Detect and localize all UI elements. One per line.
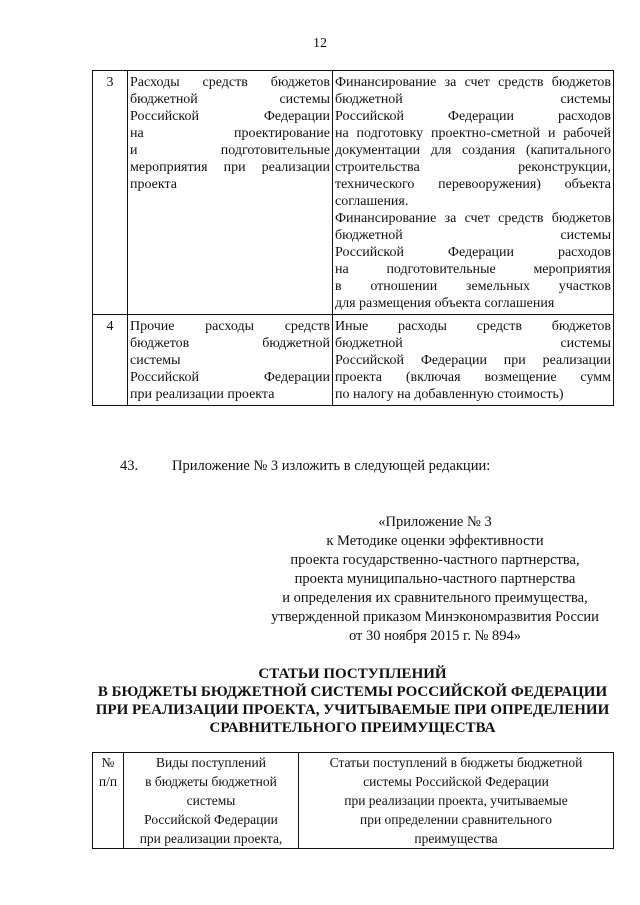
cell-line: №	[101, 755, 115, 770]
cell-line: при определении сравнительного	[359, 812, 553, 827]
expense-description-cell	[333, 71, 614, 315]
appendix-line: утвержденной приказом Минэкономразвития России	[271, 609, 599, 625]
paragraph-number: 43.	[120, 458, 139, 474]
table-row	[93, 71, 614, 315]
cell-line: системы	[186, 793, 236, 808]
heading-line: СРАВНИТЕЛЬНОГО ПРЕИМУЩЕСТВА	[209, 720, 496, 736]
cell-line: Иные расходы средств бюджетов	[335, 319, 611, 334]
cell-line: и подготовительные	[130, 143, 330, 158]
cell-line: при реализации проекта	[130, 387, 275, 402]
cell-line: преимущества	[414, 831, 498, 846]
header-revenue-items-cell	[299, 753, 614, 849]
cell-line: на подготовительные мероприятия	[335, 262, 611, 277]
cell-line: системы	[130, 353, 181, 368]
cell-line: бюджетной системы	[130, 92, 330, 107]
cell-line: при реализации проекта,	[139, 831, 283, 846]
appendix-line: от 30 ноября 2015 г. № 894»	[348, 628, 522, 644]
cell-line: Российской Федерации	[144, 812, 278, 827]
cell-line: Российской Федерации	[130, 370, 330, 385]
cell-line: документации для создания (капитального	[335, 143, 611, 158]
cell-line: Статьи поступлений в бюджеты бюджетной	[329, 755, 583, 770]
cell-line: проекта	[130, 177, 177, 192]
cell-line: для размещения объекта соглашения	[335, 296, 555, 311]
cell-line: бюджетной системы	[335, 336, 611, 351]
appendix-line: проекта муниципально-частного партнерства	[294, 571, 576, 587]
page-number: 12	[313, 36, 327, 51]
section-heading	[80, 665, 625, 737]
cell-line: Расходы средств бюджетов	[130, 75, 330, 90]
row-number: 3	[93, 71, 128, 315]
cell-line: на проектирование	[130, 126, 330, 141]
appendix-line: проекта государственно-частного партнерства,	[290, 552, 580, 568]
cell-line: Финансирование за счет средств бюджетов	[335, 75, 611, 90]
amendment-paragraph	[120, 458, 490, 475]
cell-line: в бюджеты бюджетной	[145, 774, 277, 789]
expense-type-cell	[128, 71, 333, 315]
cell-line: Российской Федерации	[130, 109, 330, 124]
cell-line: Российской Федерации расходов	[335, 245, 611, 260]
cell-line: п/п	[98, 774, 118, 789]
revenue-table	[92, 752, 614, 849]
header-number-cell	[93, 753, 124, 849]
paragraph-text: Приложение № 3 изложить в следующей редакции:	[172, 458, 491, 474]
expense-description-cell	[333, 315, 614, 406]
header-revenue-types-cell	[124, 753, 299, 849]
cell-line: Финансирование за счет средств бюджетов	[335, 211, 611, 226]
expenses-table	[92, 70, 614, 406]
row-number: 4	[93, 315, 128, 406]
heading-line: ПРИ РЕАЛИЗАЦИИ ПРОЕКТА, УЧИТЫВАЕМЫЕ ПРИ ОПРЕДЕЛЕНИИ	[95, 702, 610, 718]
cell-line: Российской Федерации при реализации	[335, 353, 611, 368]
cell-line: Прочие расходы средств	[130, 319, 330, 334]
table-header-row	[93, 753, 614, 849]
cell-line: технического перевооружения) объекта	[335, 177, 611, 192]
cell-line: в отношении земельных участков	[335, 279, 611, 294]
appendix-reference	[240, 513, 630, 646]
heading-line: В БЮДЖЕТЫ БЮДЖЕТНОЙ СИСТЕМЫ РОССИЙСКОЙ ФЕДЕРАЦИИ	[97, 684, 608, 700]
appendix-line: и определения их сравнительного преимущества,	[282, 590, 588, 606]
cell-line: при реализации проекта, учитываемые	[344, 793, 568, 808]
appendix-line: «Приложение № 3	[378, 514, 492, 530]
cell-line: проекта (включая возмещение сумм	[335, 370, 611, 385]
heading-line: СТАТЬИ ПОСТУПЛЕНИЙ	[258, 666, 447, 682]
cell-line: бюджетной системы	[335, 92, 611, 107]
cell-line: строительства реконструкции,	[335, 160, 611, 175]
cell-line: системы Российской Федерации	[363, 774, 549, 789]
cell-line: мероприятия при реализации	[130, 160, 330, 175]
cell-line: бюджетов бюджетной	[130, 336, 330, 351]
cell-line: Российской Федерации расходов	[335, 109, 611, 124]
appendix-line: к Методике оценки эффективности	[326, 533, 544, 549]
cell-line: по налогу на добавленную стоимость)	[335, 387, 564, 402]
cell-line: Виды поступлений	[156, 755, 266, 770]
table-row	[93, 315, 614, 406]
expense-type-cell	[128, 315, 333, 406]
cell-line: на подготовку проектно-сметной и рабочей	[335, 126, 611, 141]
cell-line: соглашения.	[335, 194, 409, 209]
cell-line: бюджетной системы	[335, 228, 611, 243]
